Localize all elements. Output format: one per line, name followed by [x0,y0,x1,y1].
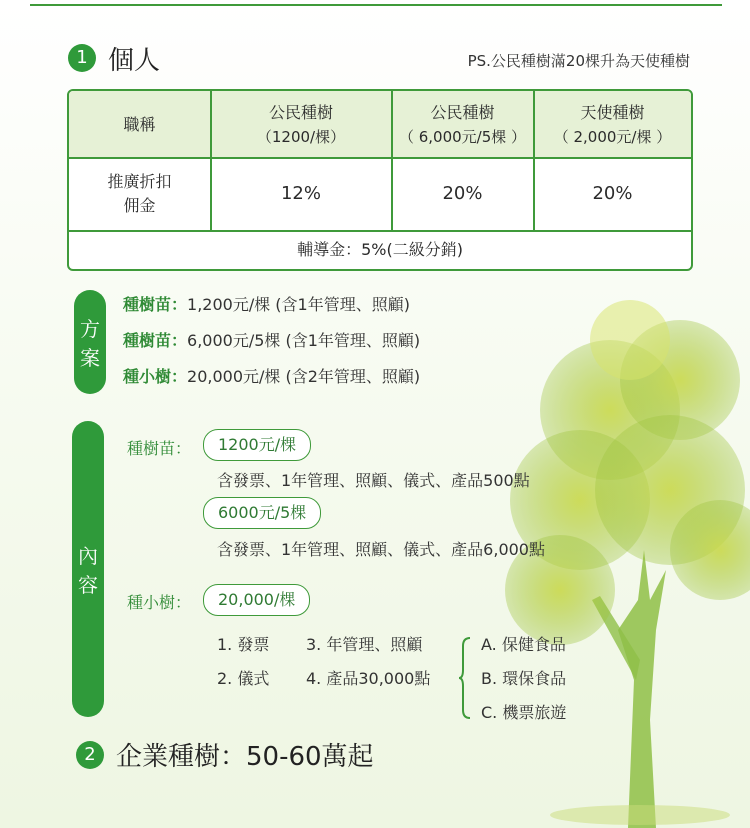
section-number-badge: 2 [76,741,104,769]
commission-value-1: 12% [280,183,321,204]
commission-value-2: 20% [442,183,483,204]
seedling-description: 含發票、1年管理、照顧、儀式、產品6,000點 [217,540,545,559]
list-item: 4. 產品30,000點 [306,669,431,688]
price-pill: 6000元/5棵 [203,497,321,529]
price-pill: 20,000/棵 [203,584,310,616]
table-footer: 輔導金：5%(二級分銷) [297,240,463,259]
commission-value-3: 20% [592,183,633,204]
header-angel: 天使種樹 （ 2,000元/棵 ） [553,102,672,146]
brace-icon [458,636,472,720]
tree-illustration [500,300,750,828]
row-label-commission: 推廣折扣 佣金 [107,172,172,215]
section-title: 企業種樹：50-60萬起 [116,742,374,772]
seedling-description: 含發票、1年管理、照顧、儀式、產品500點 [217,471,530,490]
plan-line: 種樹苗：1,200元/棵 (含1年管理、照顧) [123,295,410,314]
option-item: C. 機票旅遊 [481,703,567,722]
plan-line: 種樹苗：6,000元/5棵 (含1年管理、照顧) [123,331,421,350]
list-item: 2. 儀式 [217,669,270,688]
header-citizen-five: 公民種樹 （ 6,000元/5棵 ） [398,102,527,146]
seedling-label: 種樹苗： [127,439,192,458]
plan-line: 種小樹：20,000元/棵 (含2年管理、照顧) [123,367,421,386]
option-item: B. 環保食品 [481,669,567,688]
list-item: 3. 年管理、照顧 [306,635,423,654]
list-item: 1. 發票 [217,635,270,654]
option-item: A. 保健食品 [481,635,566,654]
header-title-cell: 職稱 [123,114,156,134]
content-tag: 內 容 [72,421,104,717]
plan-tag: 方 案 [74,290,106,394]
small-tree-label: 種小樹： [127,593,192,612]
header-citizen-seedling: 公民種樹 （1200/棵） [256,102,346,146]
section-title: 個人 [108,46,161,76]
promotion-note: PS.公民種樹滿20棵升為天使種樹 [467,52,690,70]
price-pill: 1200元/棵 [203,429,311,461]
top-divider [30,0,722,6]
commission-table [67,89,693,271]
section-number-badge: 1 [68,44,96,72]
